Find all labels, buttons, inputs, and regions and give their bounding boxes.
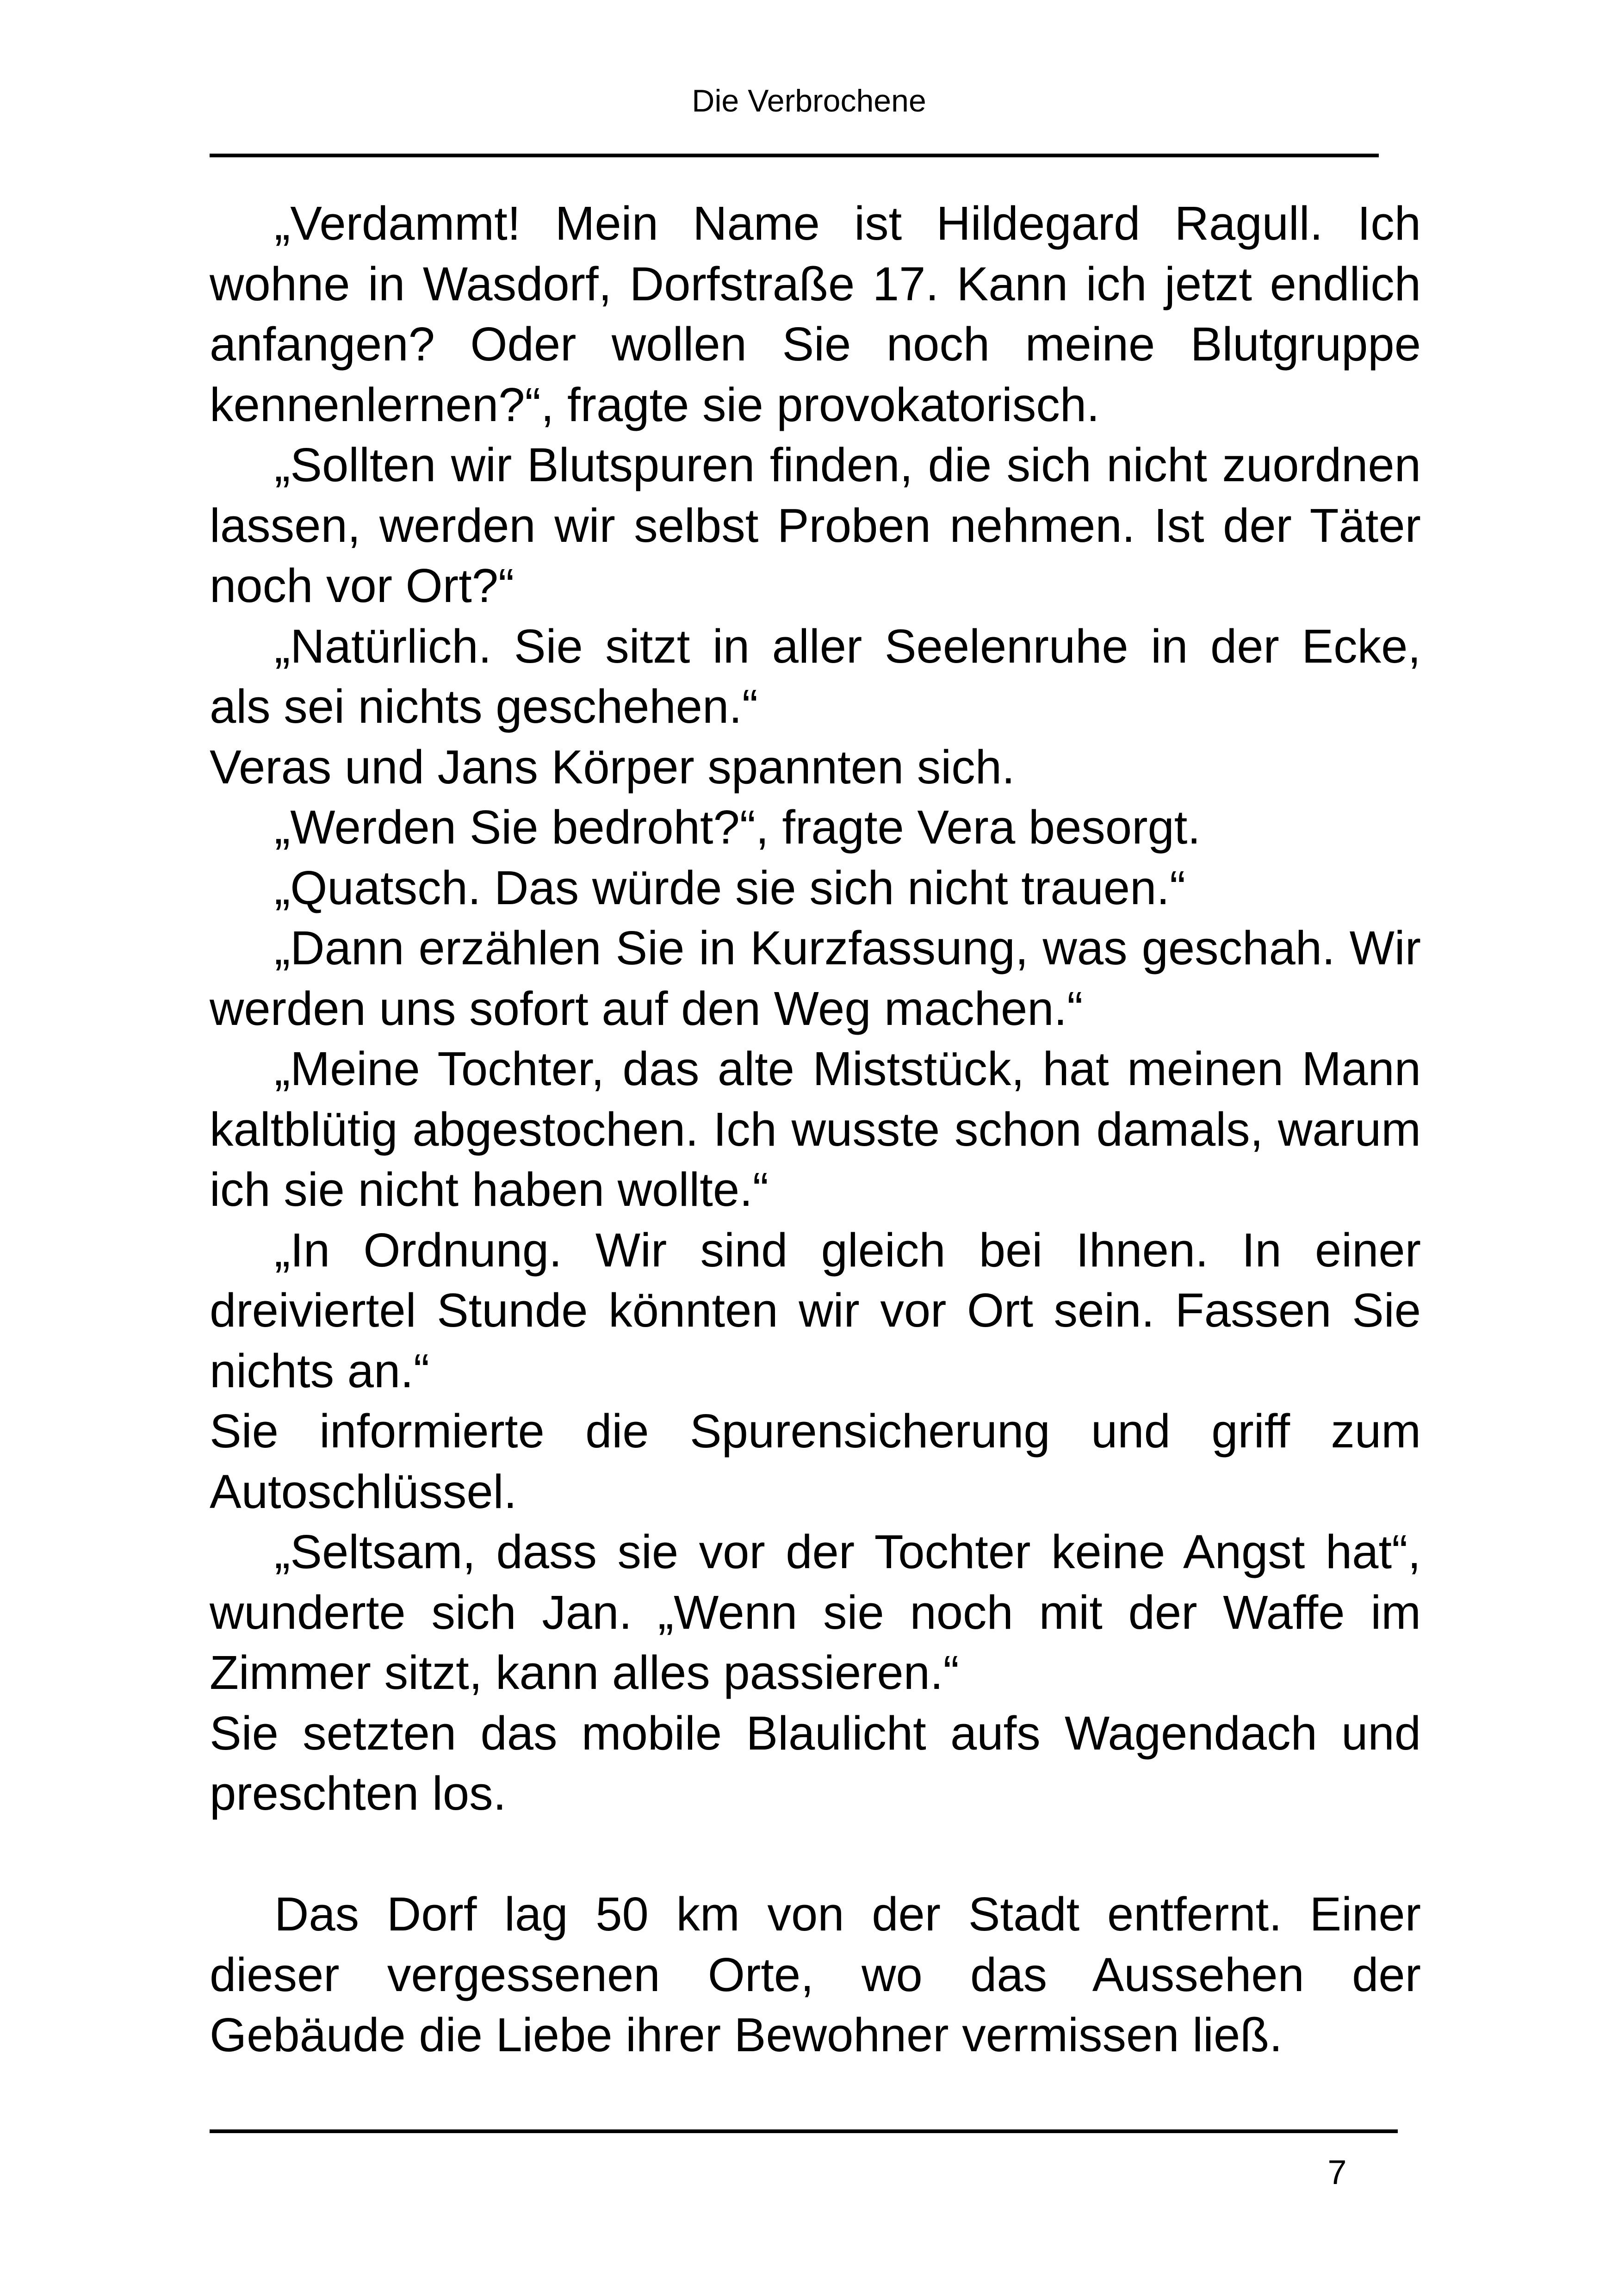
paragraph: „Meine Tochter, das alte Miststück, hat meinen Mann kaltblütig abgestochen. Ich wusste schon damals, warum ich sie nicht haben wollte.“	[210, 1042, 1421, 1216]
paragraph: „Werden Sie bedroht?“, fragte Vera besorgt.	[274, 800, 1201, 854]
paragraph: „In Ordnung. Wir sind gleich bei Ihnen. In einer dreiviertel Stunde könnten wir vor Ort sein. Fassen Sie nichts an.“	[210, 1223, 1421, 1397]
paragraph: „Dann erzählen Sie in Kurzfassung, was geschah. Wir werden uns sofort auf den Weg machen.“	[210, 921, 1421, 1035]
paragraph: „Quatsch. Das würde sie sich nicht trauen.“	[274, 861, 1186, 914]
header-rule	[210, 154, 1379, 157]
paragraph: „Seltsam, dass sie vor der Tochter keine Angst hat“, wunderte sich Jan. „Wenn sie noch mit der Waffe im Zimmer sitzt, kann alles passieren.“	[210, 1525, 1421, 1699]
paragraph: Veras und Jans Körper spannten sich.	[210, 740, 1015, 794]
paragraph: Sie setzten das mobile Blaulicht aufs Wagendach und preschten los.	[210, 1706, 1421, 1820]
body-text	[210, 193, 1421, 2066]
running-header: Die Verbrochene	[692, 83, 926, 118]
paragraph: „Verdammt! Mein Name ist Hildegard Ragull. Ich wohne in Wasdorf, Dorfstraße 17. Kann ich jetzt endlich anfangen? Oder wollen Sie noch meine Blutgruppe kennenlernen?“, fragte sie provokatorisch.	[210, 197, 1421, 431]
paragraph: „Sollten wir Blutspuren finden, die sich nicht zuordnen lassen, werden wir selbst Proben nehmen. Ist der Täter noch vor Ort?“	[210, 438, 1421, 612]
footer-rule	[210, 2129, 1398, 2133]
section-break	[210, 1824, 1421, 1885]
paragraph: Sie informierte die Spurensicherung und griff zum Autoschlüssel.	[210, 1404, 1421, 1518]
paragraph: Das Dorf lag 50 km von der Stadt entfernt. Einer dieser vergessenen Orte, wo das Aussehen der Gebäude die Liebe ihrer Bewohner vermissen ließ.	[210, 1887, 1421, 2061]
page-number: 7	[1327, 2153, 1347, 2191]
paragraph: „Natürlich. Sie sitzt in aller Seelenruhe in der Ecke, als sei nichts geschehen.“	[210, 619, 1421, 733]
